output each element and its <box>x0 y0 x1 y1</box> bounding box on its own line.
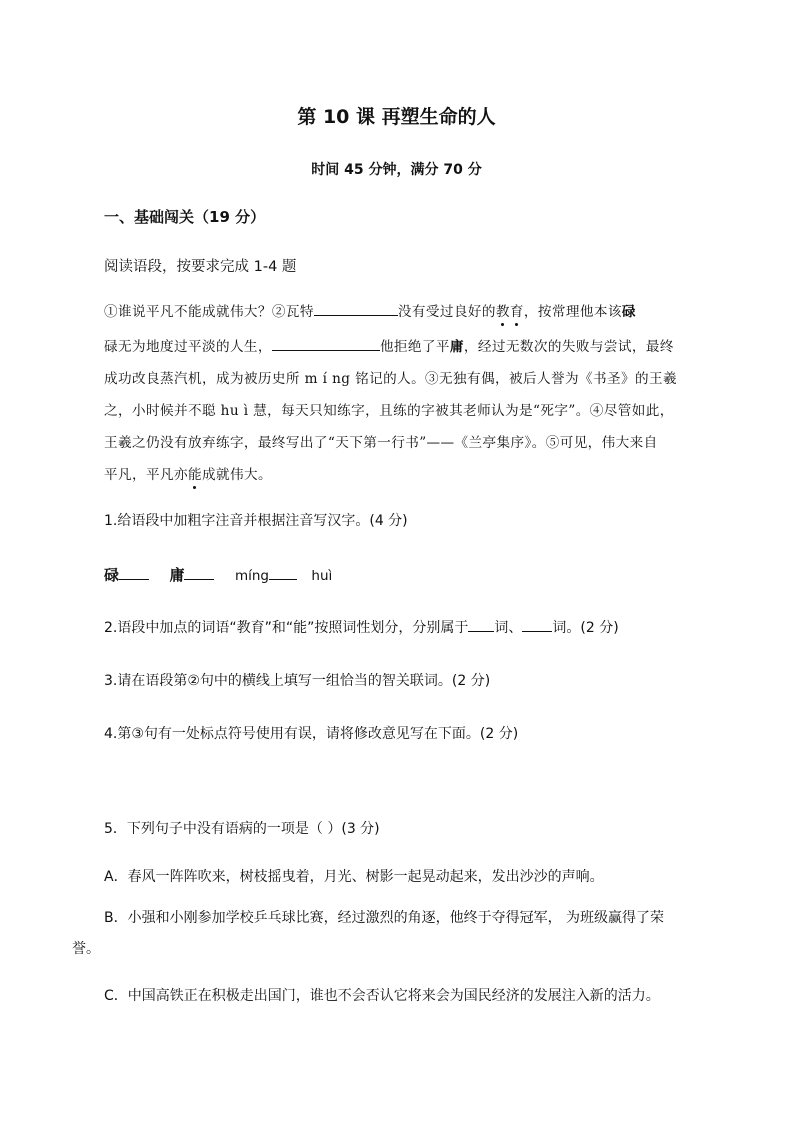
passage-text: 他拒绝了平 <box>379 339 450 355</box>
answer-blank-2[interactable] <box>272 336 380 351</box>
passage-text: ，按常理他本该 <box>523 304 622 320</box>
passage-text: ①谁说平凡不能成就伟大？②瓦特 <box>104 304 314 320</box>
answer-blank-lu[interactable] <box>119 565 149 580</box>
passage-line-5: 王羲之仍没有放弃练字，最终写出了“天下第一行书”——《兰亭集序》。⑤可见，伟大来自 <box>104 435 658 451</box>
reading-instruction: 阅读语段，按要求完成 1-4 题 <box>104 259 297 275</box>
answer-char-yong: 庸 <box>169 566 185 584</box>
passage-line-4: 之，小时候并不聪 hu ì 慧，每天只知练字，且练的字被其老师认为是“死字”。④尽管如此， <box>104 403 674 419</box>
answer-pinyin-hui: huì <box>311 568 333 584</box>
question-4: 4.第③句有一处标点符号使用有误，请将修改意见写在下面。(2 分) <box>104 726 519 742</box>
question-2 <box>104 617 619 637</box>
passage-text: 碌无为地度过平淡的人生， <box>104 339 272 355</box>
answer-blank-1[interactable] <box>314 301 398 316</box>
question-5: 5．下列句子中没有语病的一项是（ ）(3 分) <box>104 821 380 837</box>
question-2-text: 词、 <box>494 620 523 636</box>
passage-text: 没有受过良好的 <box>397 304 496 320</box>
bold-char: 庸 <box>449 339 464 355</box>
section-heading: 一、基础闯关（19 分） <box>104 208 266 226</box>
option-c[interactable]: C．中国高铁正在积极走出国门，谁也不会否认它将来会为国民经济的发展注入新的活力。 <box>104 988 660 1004</box>
page-title: 第 10 课 再塑生命的人 <box>297 106 496 128</box>
question-1: 1.给语段中加粗字注音并根据注音写汉字。(4 分) <box>104 513 408 529</box>
option-b[interactable]: B．小强和小刚参加学校乒乓球比赛，经过激烈的角逐，他终于夺得冠军， 为班级赢得了荣 <box>104 910 665 926</box>
passage-line-6 <box>104 463 272 483</box>
option-b-continued: 誉。 <box>72 941 100 957</box>
answer-blank-q2-1[interactable] <box>468 617 494 632</box>
question-2-text: 词。(2 分) <box>552 620 619 636</box>
answer-blank-ming[interactable] <box>269 565 297 580</box>
answer-char-lu: 碌 <box>104 566 120 584</box>
answer-blank-q2-2[interactable] <box>522 617 552 632</box>
passage-line-1 <box>104 300 636 320</box>
dotted-char: 教 <box>495 304 510 320</box>
answer-blank-yong[interactable] <box>184 565 214 580</box>
question-1-answers <box>104 564 332 585</box>
passage-text: 平凡，平凡亦 <box>104 467 188 483</box>
question-2-text: 2.语段中加点的词语“教育”和“能”按照词性划分，分别属于 <box>104 620 469 636</box>
question-3: 3.请在语段第②句中的横线上填写一组恰当的智关联词。(2 分) <box>104 673 491 689</box>
answer-pinyin-ming: míng <box>234 568 269 584</box>
option-a[interactable]: A．春风一阵阵吹来，树枝摇曳着，月光、树影一起晃动起来，发出沙沙的声响。 <box>104 869 604 885</box>
dotted-char: 能 <box>187 467 202 483</box>
dotted-char: 育 <box>509 304 524 320</box>
passage-line-2 <box>104 335 674 355</box>
bold-char: 碌 <box>621 304 636 320</box>
exam-info: 时间 45 分钟，满分 70 分 <box>311 162 482 178</box>
passage-text: ，经过无数次的失败与尝试，最终 <box>463 339 674 355</box>
passage-text: 成就伟大。 <box>201 467 272 483</box>
passage-line-3: 成功改良蒸汽机，成为被历史所 m í ng 铭记的人。③无独有偶，被后人誉为《书圣》的王羲 <box>104 371 677 387</box>
